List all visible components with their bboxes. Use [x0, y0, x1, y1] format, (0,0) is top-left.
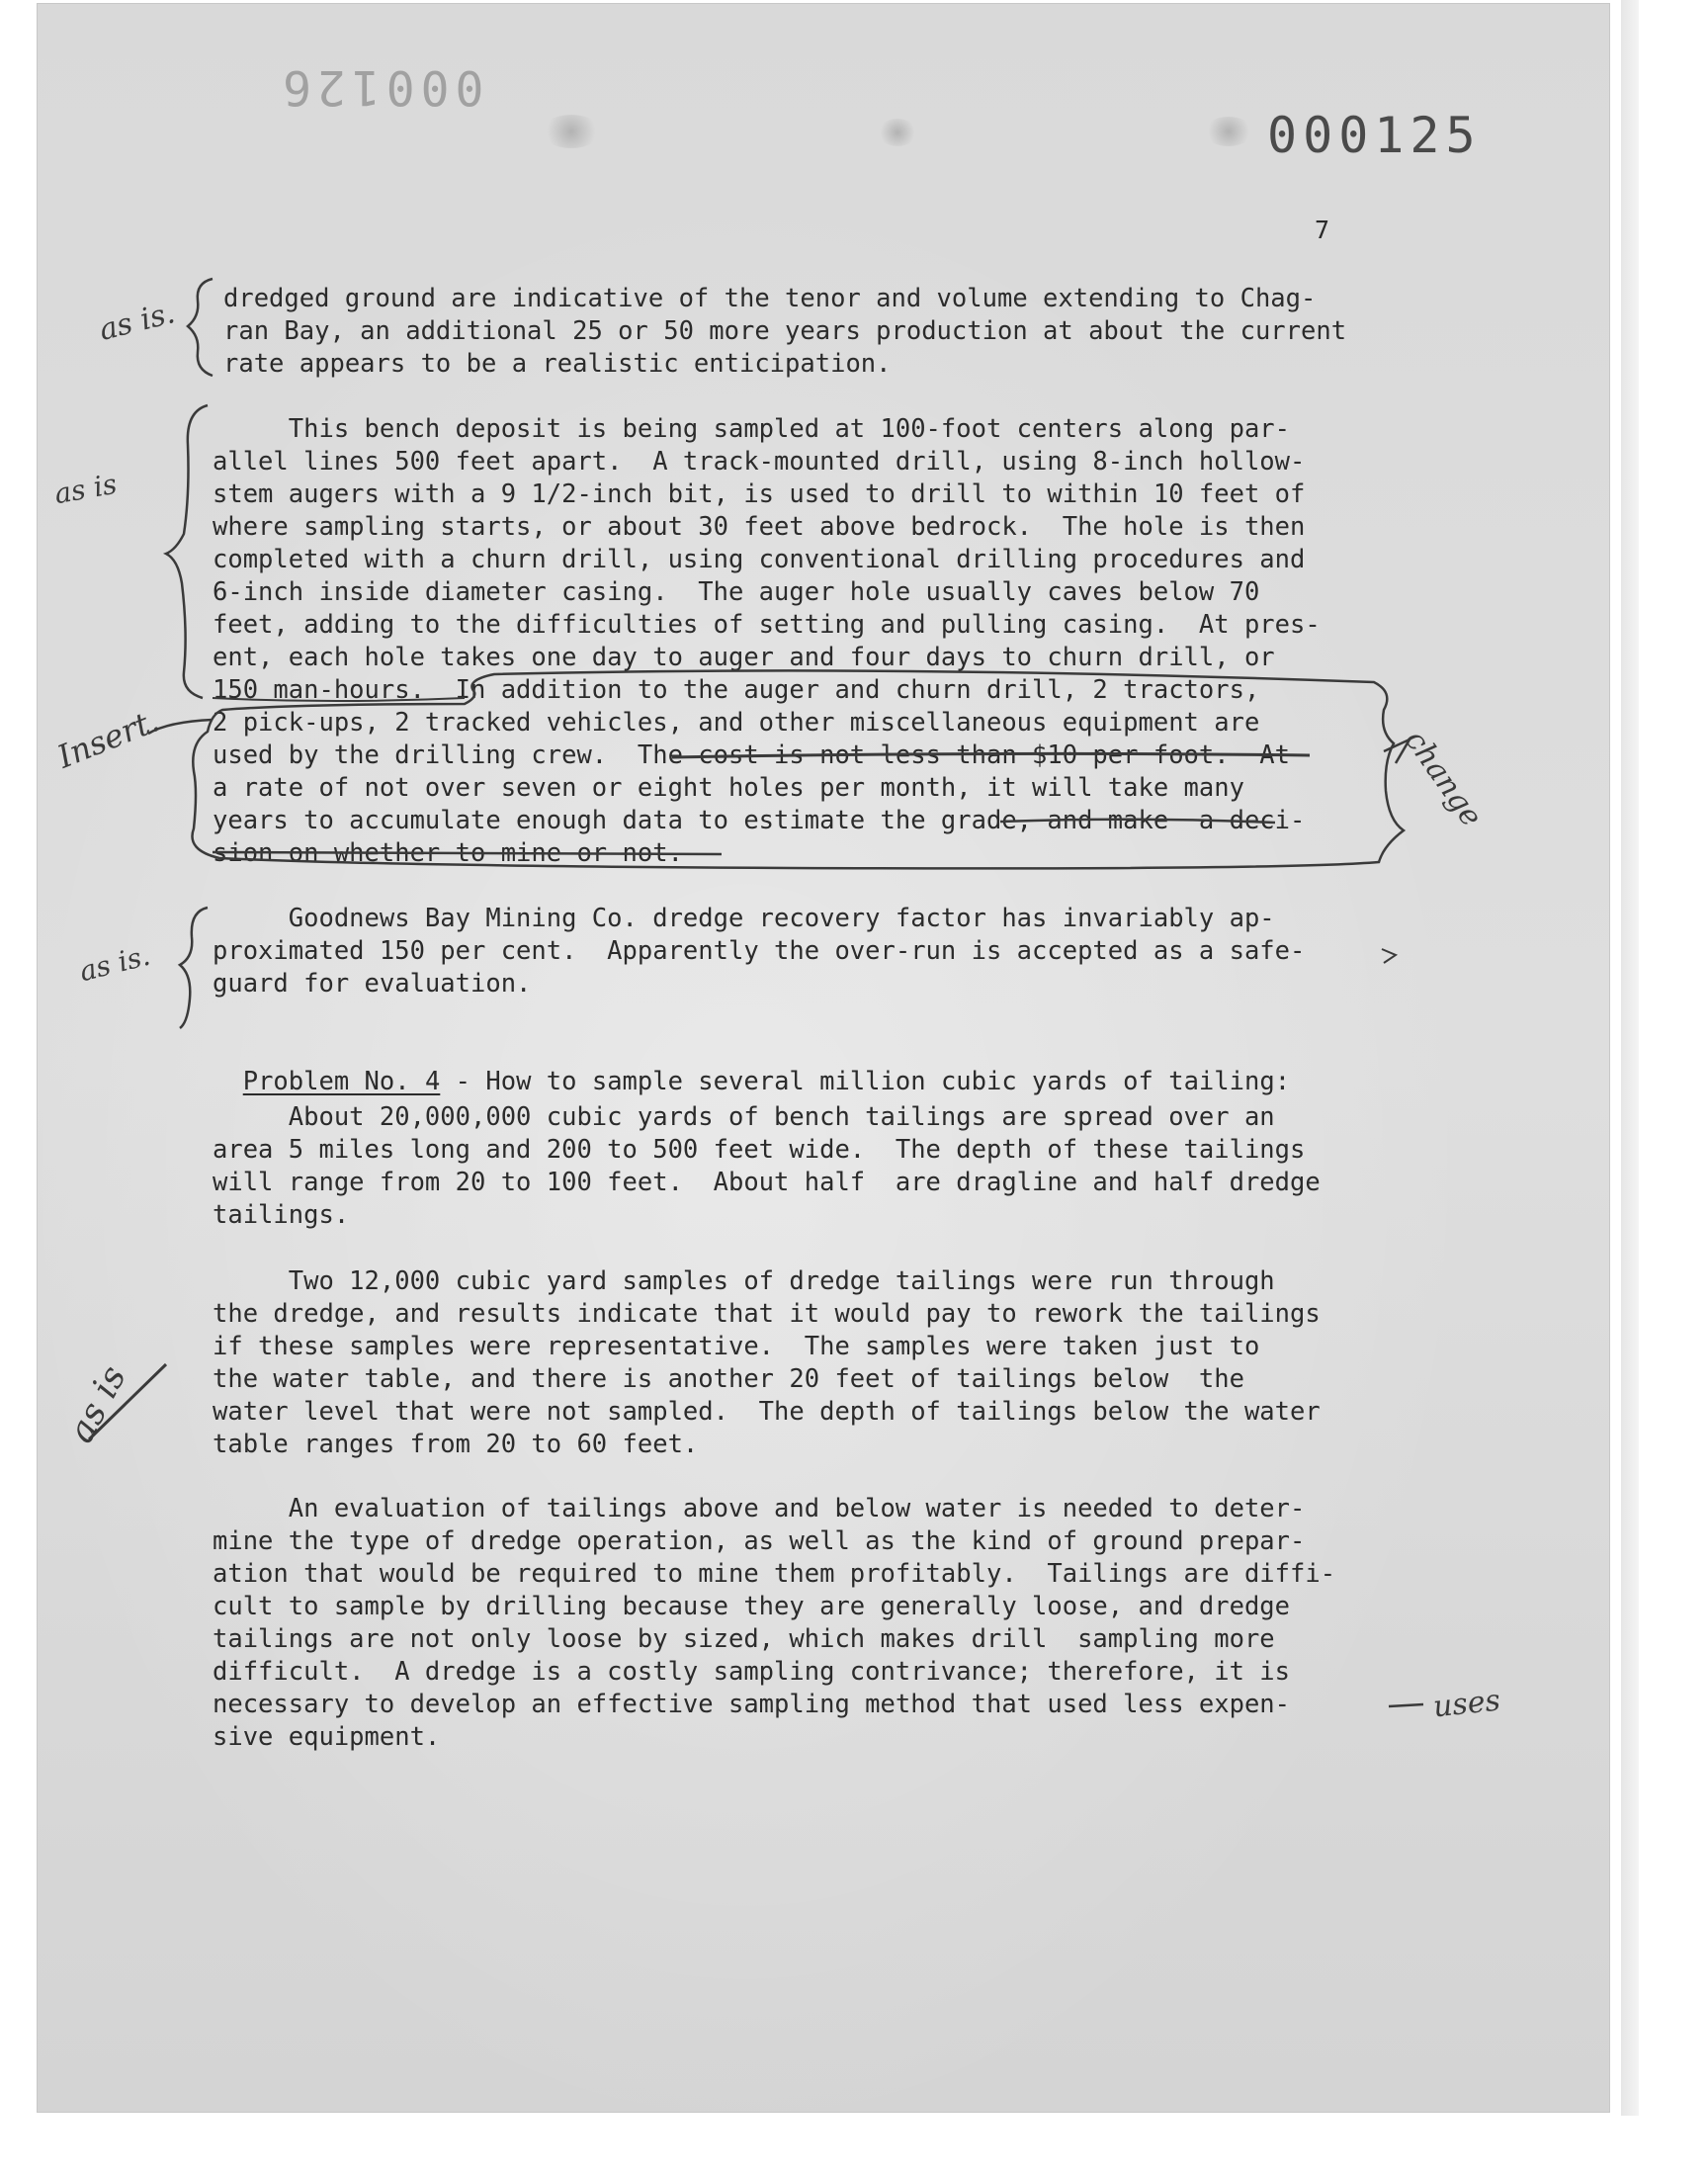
- text-line: sion on whether to mine or not.: [213, 838, 683, 868]
- text-line: tailings.: [213, 1200, 350, 1230]
- text-line: Goodnews Bay Mining Co. dredge recovery factor has invariably ap-: [213, 904, 1275, 933]
- paragraph-dredge-samples: [213, 1265, 1497, 1461]
- text-line: years to accumulate enough data to estimate the grade, and make a deci-: [213, 806, 1306, 835]
- problem-number-label: Problem No. 4: [242, 1067, 441, 1096]
- text-line: the dredge, and results indicate that it would pay to rework the tailings: [213, 1299, 1321, 1329]
- paragraph-bench-tailings: [213, 1101, 1497, 1232]
- text-line: water level that were not sampled. The depth of tailings below the water: [213, 1397, 1321, 1427]
- text-line: necessary to develop an effective sampling method that used less expen-: [213, 1690, 1291, 1719]
- handwritten-change-note: change: [1398, 724, 1490, 833]
- text-line: ent, each hole takes one day to auger and four days to churn drill, or: [213, 643, 1275, 672]
- text-line: tailings are not only loose by sized, which makes drill sampling more: [213, 1624, 1275, 1654]
- text-line: dredged ground are indicative of the tenor and volume extending to Chag-: [223, 284, 1317, 313]
- handwritten-as-is-note: as is.: [76, 938, 154, 989]
- text-line: area 5 miles long and 200 to 500 feet wide. The depth of these tailings: [213, 1135, 1306, 1165]
- handwritten-as-is-note: as is: [51, 467, 120, 511]
- text-line: cult to sample by drilling because they are generally loose, and dredge: [213, 1592, 1291, 1621]
- document-number-stamp: 000125: [1267, 107, 1482, 164]
- smudge-mark: [878, 119, 917, 146]
- text-line: guard for evaluation.: [213, 969, 532, 999]
- text-line: table ranges from 20 to 60 feet.: [213, 1430, 699, 1459]
- text-line: ation that would be required to mine them profitably. Tailings are diffi-: [213, 1559, 1336, 1589]
- problem-heading: [213, 1033, 1290, 1098]
- handwritten-as-is-note: as is: [60, 1358, 134, 1450]
- text-line: will range from 20 to 100 feet. About half are dragline and half dredge: [213, 1168, 1321, 1197]
- handwritten-insert-note: Insert.: [51, 701, 165, 776]
- text-line: About 20,000,000 cubic yards of bench tailings are spread over an: [213, 1102, 1275, 1132]
- text-line: a rate of not over seven or eight holes per month, it will take many: [213, 773, 1244, 803]
- smudge-mark: [1204, 117, 1253, 146]
- text-line: Two 12,000 cubic yard samples of dredge tailings were run through: [213, 1266, 1275, 1296]
- text-line: stem augers with a 9 1/2-inch bit, is used to drill to within 10 feet of: [213, 479, 1306, 509]
- text-line: 6-inch inside diameter casing. The auger hole usually caves below 70: [213, 577, 1260, 607]
- text-line: used by the drilling crew. The cost is not less than $10 per foot. At: [213, 740, 1291, 770]
- text-line: if these samples were representative. The samples were taken just to: [213, 1332, 1260, 1361]
- handwritten-uses-note: uses: [1431, 1683, 1502, 1725]
- text-line: where sampling starts, or about 30 feet above bedrock. The hole is then: [213, 512, 1306, 542]
- smudge-mark: [542, 115, 601, 148]
- text-line: This bench deposit is being sampled at 100-foot centers along par-: [213, 414, 1291, 444]
- text-line: rate appears to be a realistic enticipation.: [223, 349, 892, 379]
- page-number: 7: [1315, 216, 1330, 244]
- paragraph-bench-deposit: [213, 413, 1497, 870]
- text-line: difficult. A dredge is a costly sampling contrivance; therefore, it is: [213, 1657, 1291, 1687]
- text-line: the water table, and there is another 20 feet of tailings below the: [213, 1364, 1244, 1394]
- problem-heading-text: - How to sample several million cubic yards of tailing:: [440, 1067, 1291, 1096]
- text-line: An evaluation of tailings above and below water is needed to deter-: [213, 1494, 1306, 1523]
- paragraph-dredged-ground: [223, 283, 1508, 381]
- text-line: allel lines 500 feet apart. A track-mounted drill, using 8-inch hollow-: [213, 447, 1306, 477]
- text-line: mine the type of dredge operation, as well as the kind of ground prepar-: [213, 1526, 1306, 1556]
- text-line: 150 man-hours. In addition to the auger and churn drill, 2 tractors,: [213, 675, 1260, 705]
- scanner-edge-strip: [1621, 0, 1639, 2116]
- text-line: sive equipment.: [213, 1722, 441, 1752]
- bleed-through-stamp: 000126: [277, 59, 484, 115]
- text-line: feet, adding to the difficulties of setting and pulling casing. At pres-: [213, 610, 1321, 640]
- handwritten-as-is-note: as is.: [95, 296, 179, 348]
- paragraph-evaluation: [213, 1493, 1497, 1754]
- text-line: proximated 150 per cent. Apparently the over-run is accepted as a safe-: [213, 936, 1306, 966]
- text-line: completed with a churn drill, using conventional drilling procedures and: [213, 545, 1306, 574]
- paragraph-goodnews-bay: [213, 903, 1497, 1000]
- text-line: ran Bay, an additional 25 or 50 more years production at about the current: [223, 316, 1347, 346]
- text-line: 2 pick-ups, 2 tracked vehicles, and other miscellaneous equipment are: [213, 708, 1260, 738]
